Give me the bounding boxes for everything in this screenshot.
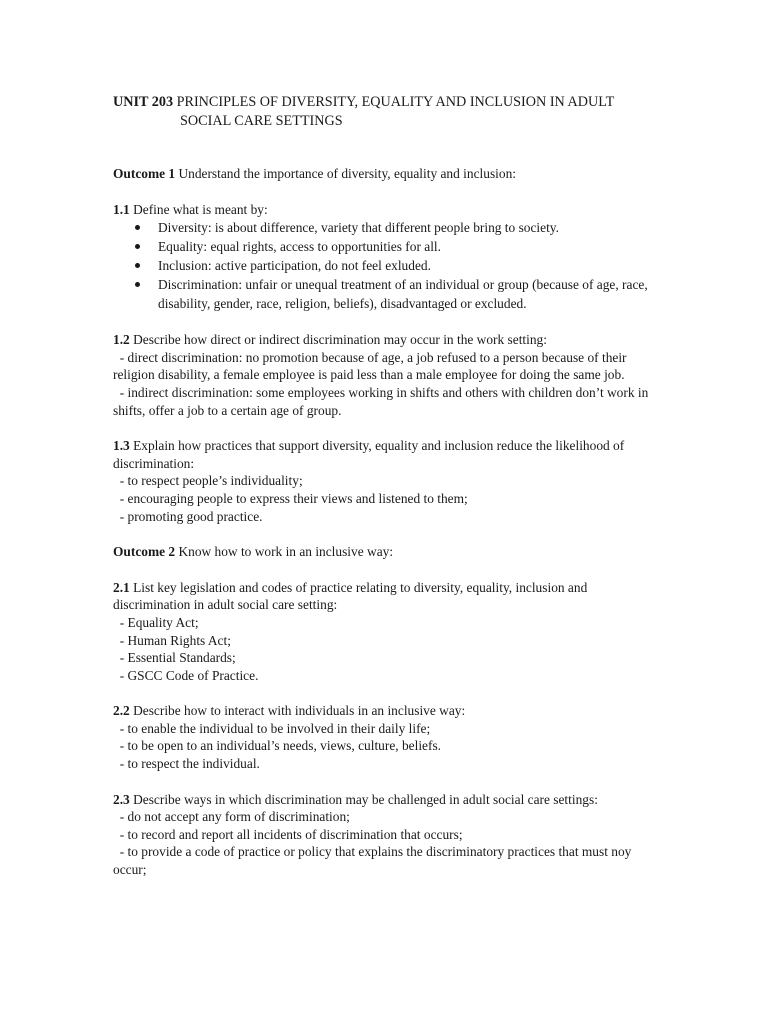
- section-2-1: [113, 579, 658, 685]
- section-1-1-text: Define what is meant by:: [129, 201, 268, 217]
- outcome-2-text: Know how to work in an inclusive way:: [175, 544, 394, 560]
- unit-title-line2: SOCIAL CARE SETTINGS: [180, 113, 343, 129]
- list-item: - promoting good practice.: [113, 508, 263, 524]
- outcome-2-heading: [113, 543, 658, 561]
- definition-equality: Equality: equal rights, access to opportunities for all.: [113, 237, 658, 256]
- list-item: - to respect the individual.: [113, 756, 260, 772]
- list-item: - Essential Standards;: [113, 650, 236, 666]
- section-2-1-text: List key legislation and codes of practice relating to diversity, equality, inclusion and discrimination in adult social care setting:: [113, 579, 588, 613]
- list-item: - to enable the individual to be involved in their daily life;: [113, 720, 431, 736]
- section-2-1-heading: [113, 579, 658, 614]
- section-2-2: [113, 702, 658, 772]
- document-page: [113, 93, 658, 879]
- section-2-2-number: 2.2: [113, 703, 130, 719]
- definition-diversity: Diversity: is about difference, variety that different people bring to society.: [113, 218, 658, 237]
- unit-title-line1: PRINCIPLES OF DIVERSITY, EQUALITY AND INCLUSION IN ADULT: [173, 94, 615, 110]
- unit-number: UNIT 203: [113, 94, 174, 110]
- list-item: - to be open to an individual’s needs, views, culture, beliefs.: [113, 738, 441, 754]
- unit-title: [113, 93, 658, 131]
- list-item: - Equality Act;: [113, 614, 199, 630]
- section-1-1-heading: [113, 201, 658, 219]
- list-item: - to respect people’s individuality;: [113, 473, 303, 489]
- section-2-2-heading: [113, 702, 658, 720]
- list-item: - encouraging people to express their views and listened to them;: [113, 490, 468, 506]
- definition-inclusion: Inclusion: active participation, do not feel exluded.: [113, 256, 658, 275]
- section-1-3: [113, 437, 658, 525]
- list-item: - to provide a code of practice or policy that explains the discriminatory practices that must noy occur;: [113, 844, 635, 878]
- definition-discrimination: Discrimination: unfair or unequal treatment of an individual or group (because of age, race, disability, gender, race, religion, beliefs), disadvantaged or excluded.: [113, 275, 658, 313]
- section-2-3-text: Describe ways in which discrimination may be challenged in adult social care settings:: [129, 791, 598, 807]
- section-1-2-number: 1.2: [113, 332, 130, 348]
- section-2-3-heading: [113, 791, 658, 809]
- section-1-2-heading: [113, 331, 658, 349]
- outcome-1-label: Outcome 1: [113, 166, 176, 181]
- list-item: - do not accept any form of discrimination;: [113, 809, 350, 825]
- outcome-1-text: Understand the importance of diversity, equality and inclusion:: [175, 166, 516, 181]
- section-1-1: [113, 201, 658, 314]
- section-1-3-text: Explain how practices that support diversity, equality and inclusion reduce the likelihood of discrimination:: [113, 438, 625, 471]
- section-1-2: [113, 331, 658, 419]
- list-item: - Human Rights Act;: [113, 632, 231, 648]
- section-1-1-number: 1.1: [113, 201, 130, 217]
- list-item: - GSCC Code of Practice.: [113, 667, 259, 683]
- section-1-3-number: 1.3: [113, 438, 130, 454]
- direct-discrimination-text: - direct discrimination: no promotion because of age, a job refused to a person because of their religion disability, a female employee is paid less than a male employee for doing the same job.: [113, 349, 630, 383]
- indirect-discrimination-text: - indirect discrimination: some employees working in shifts and others with children don’t work in shifts, offer a job to a certain age of group.: [113, 384, 652, 418]
- outcome-2-label: Outcome 2: [113, 544, 176, 560]
- definitions-list: [113, 218, 658, 313]
- section-2-3: [113, 791, 658, 879]
- section-2-2-text: Describe how to interact with individuals in an inclusive way:: [129, 703, 466, 719]
- section-1-2-text: Describe how direct or indirect discrimination may occur in the work setting:: [129, 332, 547, 348]
- section-1-3-heading: [113, 437, 658, 472]
- section-2-1-number: 2.1: [113, 579, 130, 595]
- section-2-3-number: 2.3: [113, 791, 130, 807]
- list-item: - to record and report all incidents of discrimination that occurs;: [113, 826, 463, 842]
- outcome-1-heading: [113, 165, 658, 183]
